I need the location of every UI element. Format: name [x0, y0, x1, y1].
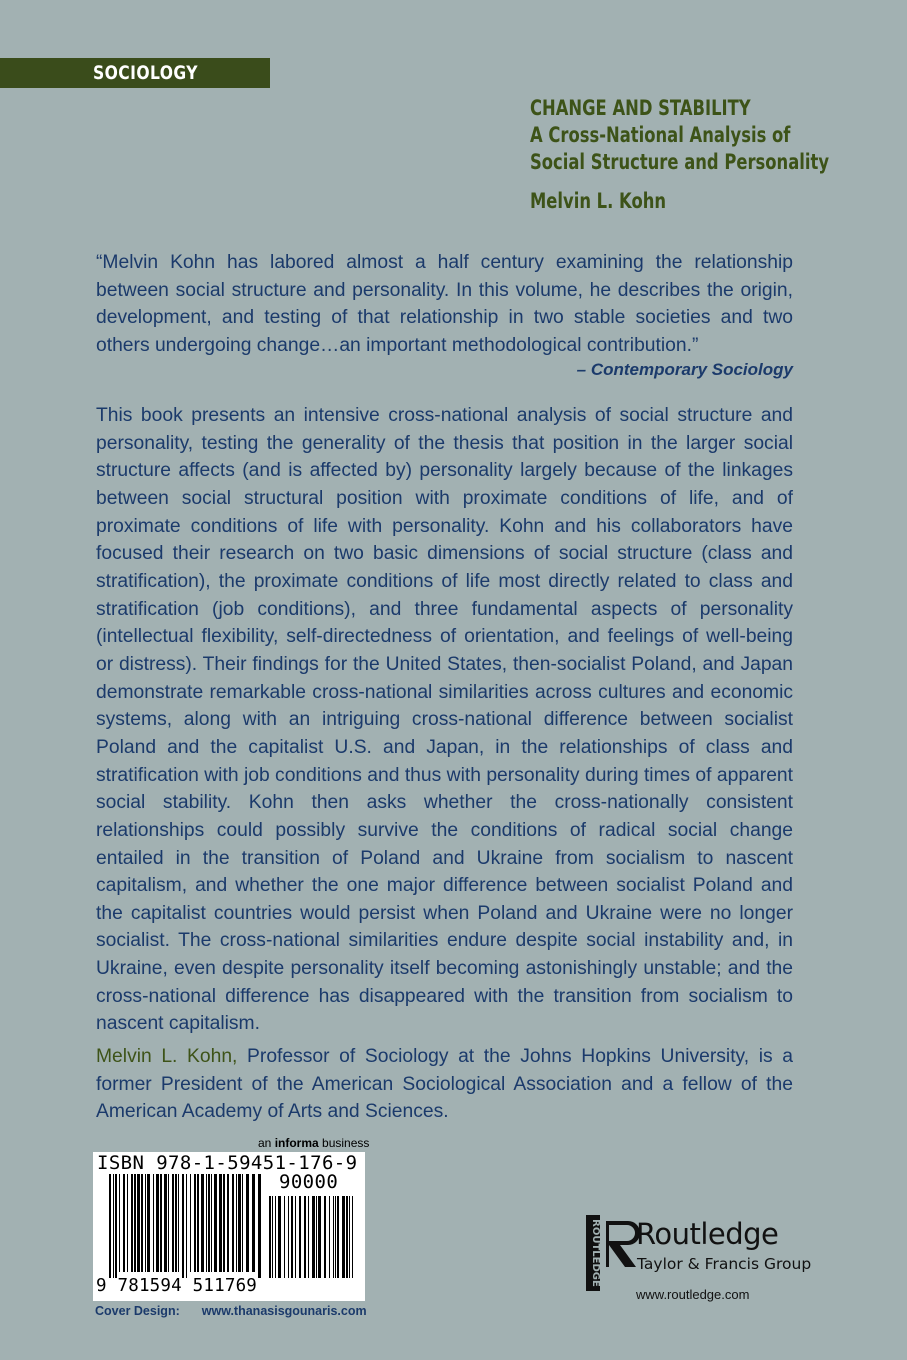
barcode-bar: [131, 1174, 133, 1272]
barcode-addon-bar: [349, 1196, 350, 1278]
barcode-addon-bar: [291, 1196, 293, 1278]
barcode-bar: [168, 1174, 169, 1272]
barcode-addon-bar: [337, 1196, 339, 1278]
barcode-bar: [201, 1174, 204, 1272]
barcode-bar: [127, 1174, 128, 1272]
barcode-addon-bar: [312, 1196, 315, 1278]
publisher-url: www.routledge.com: [636, 1287, 750, 1302]
barcode-bar: [242, 1174, 243, 1272]
barcode-bar: [252, 1174, 255, 1272]
publisher-name: Routledge: [636, 1217, 779, 1251]
category-banner: [0, 58, 270, 88]
barcode-bar: [190, 1174, 191, 1272]
author-bio: [96, 1043, 793, 1126]
book-author: Melvin L. Kohn: [530, 189, 667, 213]
title-block: [530, 95, 900, 215]
review-quote: “Melvin Kohn has labored almost a half century examining the relationship between social structure and personality. In this volume, he describes the origin, development, and testing of that relationship in two stable societies and two others undergoing change…an important methodological contribution.”: [96, 252, 793, 356]
logo-wordmark: ROUTLEDGE: [590, 1219, 601, 1287]
barcode-bar: [208, 1174, 210, 1272]
book-subtitle-line1: A Cross-National Analysis of: [530, 123, 791, 147]
barcode-bar: [219, 1174, 222, 1272]
barcode-addon-bar: [295, 1196, 296, 1278]
barcode-bar: [236, 1174, 237, 1272]
barcode-bar: [197, 1174, 199, 1272]
barcode-addon-bar: [299, 1196, 301, 1278]
barcode-bar: [164, 1174, 167, 1272]
category-label: SOCIOLOGY: [93, 62, 198, 84]
informa-prefix: an: [258, 1136, 275, 1150]
barcode-bar: [238, 1174, 241, 1272]
barcode-addon-bar: [272, 1196, 273, 1278]
barcode-addon-bar: [284, 1196, 285, 1278]
barcode-addon-bar: [278, 1196, 281, 1278]
book-title: CHANGE AND STABILITY: [530, 96, 751, 120]
barcode-bar: [227, 1174, 229, 1272]
barcode-bar: [214, 1174, 217, 1272]
barcode-addon-bar: [269, 1196, 271, 1278]
informa-suffix: business: [318, 1136, 370, 1150]
barcode-bar: [175, 1174, 177, 1272]
informa-tagline: [258, 1136, 369, 1150]
barcode-addon-bar: [346, 1196, 348, 1278]
barcode-bar: [258, 1174, 261, 1278]
barcode-addon-bar: [329, 1196, 330, 1278]
barcode-addon-bar: [288, 1196, 289, 1278]
publisher-group: Taylor & Francis Group: [637, 1255, 812, 1273]
barcode-bar: [186, 1174, 187, 1278]
review-source: – Contemporary Sociology: [576, 360, 793, 379]
barcode-bar: [182, 1174, 184, 1278]
barcode-addon-bar: [318, 1196, 321, 1278]
cover-design-credit: [95, 1304, 367, 1318]
barcode-bar: [123, 1174, 125, 1272]
isbn-number: ISBN 978-1-59451-176-9: [97, 1152, 358, 1174]
barcode-bar: [153, 1174, 154, 1272]
barcode-bar: [156, 1174, 159, 1272]
barcode-bar: [211, 1174, 212, 1272]
barcode-addon-bar: [275, 1196, 276, 1278]
barcode-bar: [119, 1174, 120, 1272]
barcode-bar: [223, 1174, 225, 1272]
book-description: This book presents an intensive cross-national analysis of social structure and personality, testing the generality of the thesis that position in the larger social structure affects (and is affected by) personality largely because of the linkages between social structural position with proximate conditions of life, and of proximate conditions of life with personality. Kohn and his collaborators have focused their research on two basic dimensions of social structure (class and stratification), the proximate conditions of life most directly related to class and stratification (job conditions), and three fundamental aspects of personality (intellectual flexibility, self-directedness of orientation, and feelings of well-being or distress). Their findings for the United States, then-socialist Poland, and Japan demonstrate remarkable cross-national similarities across cultures and economic systems, along with an intriguing cross-national difference between socialist Poland and the capitalist U.S. and Japan, in the relationships of class and stratification with job conditions and thus with personality during times of apparent social stability. Kohn then asks whether the cross-nationally consistent relationships could possibly survive the conditions of radical social change entailed in the transition of Poland and Ukraine from socialism to nascent capitalism, and whether the one major difference between socialist Poland and the capitalist countries would persist when Poland and Ukraine were no longer socialist. The cross-national similarities endure despite social instability and, in Ukraine, even despite personality itself becoming astonishingly unstable; and the cross-national difference has disappeared with the transition from socialism to nascent capitalism.: [96, 405, 793, 1035]
barcode-bar: [134, 1174, 136, 1272]
price-code: 90000: [279, 1171, 339, 1193]
informa-brand: informa: [274, 1136, 319, 1150]
barcode-bar: [194, 1174, 196, 1272]
cover-design-label: Cover Design:: [95, 1304, 180, 1318]
ean-digits: 9 781594 511769: [96, 1276, 258, 1296]
barcode-bar: [246, 1174, 249, 1272]
barcode-bar: [141, 1174, 143, 1272]
barcode-addon-bar: [352, 1196, 353, 1278]
barcode-bar: [160, 1174, 162, 1272]
barcode-bar: [172, 1174, 174, 1272]
barcode-bar: [206, 1174, 207, 1272]
barcode-addon-bar: [308, 1196, 309, 1278]
barcode-bar: [147, 1174, 150, 1272]
barcode-addon-bar: [333, 1196, 334, 1278]
barcode-bar: [178, 1174, 179, 1272]
bio-author-name: Melvin L. Kohn,: [96, 1046, 238, 1067]
barcode-bar: [113, 1174, 114, 1278]
barcode-addon-bar: [335, 1196, 336, 1278]
barcode-bar: [145, 1174, 146, 1272]
barcode-addon-bar: [316, 1196, 317, 1278]
barcode-addon-bar: [324, 1196, 326, 1278]
barcode-bar: [109, 1174, 111, 1278]
barcode-bar: [137, 1174, 140, 1272]
isbn-barcode: [93, 1152, 365, 1301]
barcode-bar: [115, 1174, 117, 1278]
barcode-bar: [232, 1174, 234, 1272]
bio-text: Professor of Sociology at the Johns Hopkins University, is a former President of the American Sociological Association and a fellow of the American Academy of Arts and Sciences.: [96, 1046, 793, 1123]
cover-design-url: www.thanasisgounaris.com: [201, 1304, 367, 1318]
barcode-addon-bar: [342, 1196, 345, 1278]
book-subtitle-line2: Social Structure and Personality: [530, 150, 829, 174]
barcode-addon-bar: [304, 1196, 306, 1278]
